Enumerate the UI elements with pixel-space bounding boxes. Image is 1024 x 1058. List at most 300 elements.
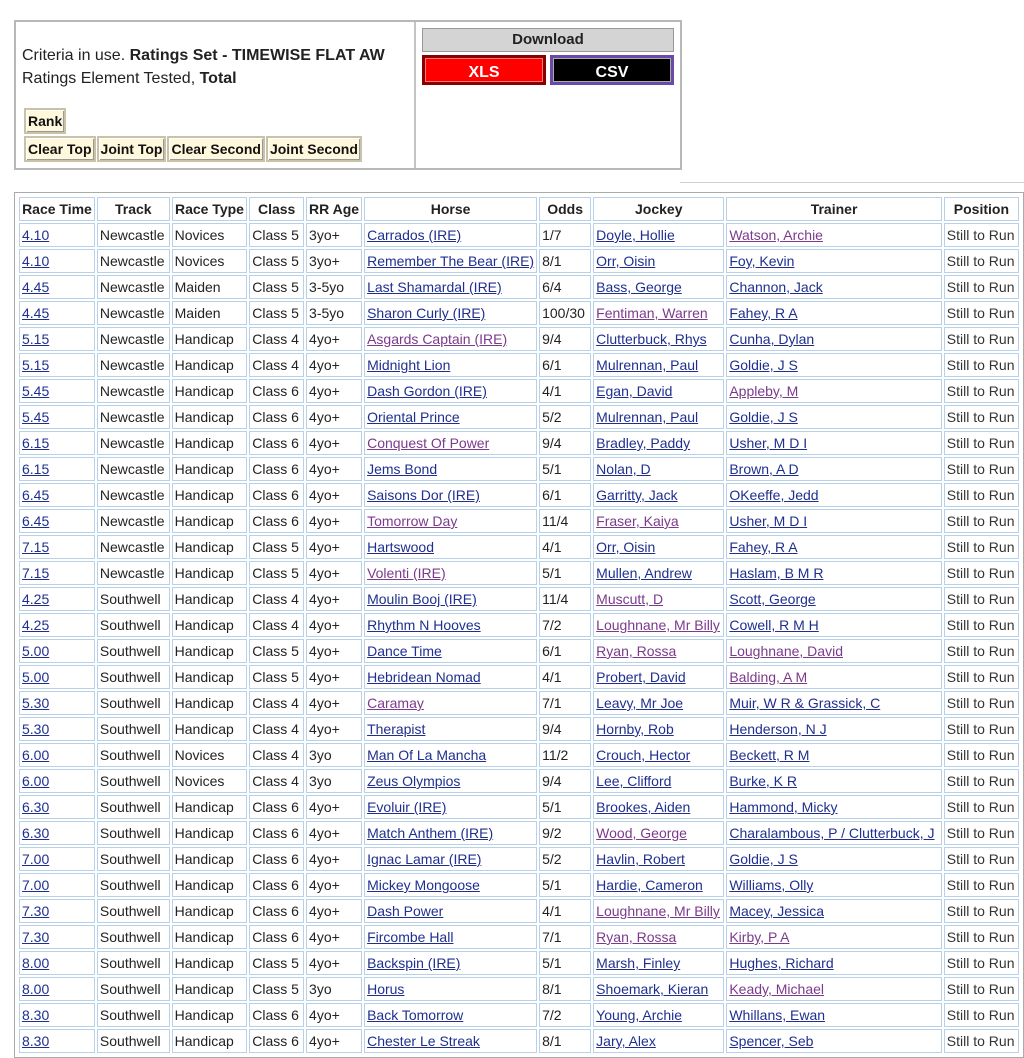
odds-cell: 11/4 <box>539 587 591 611</box>
jockey-link[interactable]: Loughnane, Mr Billy <box>596 617 720 633</box>
class-cell: Class 5 <box>249 249 304 273</box>
jockey-cell <box>593 769 724 793</box>
table-row <box>19 717 1019 741</box>
horse-cell <box>364 405 537 429</box>
age-cell: 4yo+ <box>306 1029 362 1053</box>
race-type-cell: Handicap <box>172 691 248 715</box>
jockey-cell <box>593 431 724 455</box>
horse-link[interactable]: Remember The Bear (IRE) <box>367 253 535 269</box>
trainer-link[interactable]: Spencer, Seb <box>729 1033 814 1049</box>
jockey-link[interactable]: Fraser, Kaiya <box>596 513 679 529</box>
horse-link[interactable]: Back Tomorrow <box>367 1007 464 1023</box>
table-row <box>19 847 1019 871</box>
age-cell: 4yo+ <box>306 405 362 429</box>
track-cell: Newcastle <box>97 405 170 429</box>
trainer-link[interactable]: Scott, George <box>729 591 816 607</box>
position-cell: Still to Run <box>944 639 1019 663</box>
joint-top-button[interactable]: Joint Top <box>97 136 167 162</box>
horse-link[interactable]: Rhythm N Hooves <box>367 617 481 633</box>
race-type-cell: Handicap <box>172 535 248 559</box>
race-time-link[interactable]: 6.15 <box>22 461 50 477</box>
header-jockey: Jockey <box>593 197 724 221</box>
position-cell: Still to Run <box>944 613 1019 637</box>
race-type-cell: Handicap <box>172 1029 248 1053</box>
horse-cell <box>364 353 537 377</box>
race-time-link[interactable]: 7.30 <box>22 929 50 945</box>
rank-row <box>24 108 67 134</box>
jockey-cell <box>593 561 724 585</box>
race-time-cell <box>19 379 95 403</box>
criteria-panel <box>14 20 682 170</box>
horse-link[interactable]: Saisons Dor (IRE) <box>367 487 480 503</box>
track-cell: Newcastle <box>97 535 170 559</box>
position-cell: Still to Run <box>944 561 1019 585</box>
jockey-cell <box>593 405 724 429</box>
track-cell: Southwell <box>97 717 170 741</box>
race-time-cell <box>19 431 95 455</box>
race-time-link[interactable]: 7.15 <box>22 539 50 555</box>
header-odds: Odds <box>539 197 591 221</box>
horse-link[interactable]: Caramay <box>367 695 424 711</box>
race-time-link[interactable]: 6.00 <box>22 747 50 763</box>
age-cell: 4yo+ <box>306 717 362 741</box>
trainer-link[interactable]: Goldie, J S <box>729 409 798 425</box>
trainer-cell <box>726 1003 941 1027</box>
horse-link[interactable]: Midnight Lion <box>367 357 451 373</box>
horse-cell <box>364 717 537 741</box>
class-cell: Class 4 <box>249 769 304 793</box>
trainer-cell <box>726 1029 941 1053</box>
jockey-cell <box>593 301 724 325</box>
track-cell: Southwell <box>97 665 170 689</box>
odds-cell: 8/1 <box>539 977 591 1001</box>
race-type-cell: Handicap <box>172 561 248 585</box>
class-cell: Class 6 <box>249 847 304 871</box>
download-header: Download <box>422 28 674 52</box>
trainer-link[interactable]: Burke, K R <box>729 773 798 789</box>
horse-cell <box>364 535 537 559</box>
ratings-element-value: Total <box>199 70 237 87</box>
race-time-link[interactable]: 5.45 <box>22 383 50 399</box>
jockey-link[interactable]: Loughnane, Mr Billy <box>596 903 720 919</box>
trainer-link[interactable]: Williams, Olly <box>729 877 814 893</box>
jockey-cell <box>593 509 724 533</box>
race-time-cell <box>19 275 95 299</box>
position-cell: Still to Run <box>944 223 1019 247</box>
track-cell: Newcastle <box>97 431 170 455</box>
race-time-link[interactable]: 4.10 <box>22 253 50 269</box>
jockey-link[interactable]: Young, Archie <box>596 1007 683 1023</box>
table-row <box>19 639 1019 663</box>
horse-cell <box>364 873 537 897</box>
clear-top-button[interactable]: Clear Top <box>24 136 96 162</box>
joint-second-button[interactable]: Joint Second <box>266 136 362 162</box>
race-type-cell: Handicap <box>172 457 248 481</box>
trainer-link[interactable]: Fahey, R A <box>729 305 798 321</box>
race-time-link[interactable]: 6.45 <box>22 487 50 503</box>
jockey-link[interactable]: Ryan, Rossa <box>596 929 677 945</box>
jockey-link[interactable]: Havlin, Robert <box>596 851 685 867</box>
position-cell: Still to Run <box>944 509 1019 533</box>
trainer-link[interactable]: Goldie, J S <box>729 851 798 867</box>
track-cell: Southwell <box>97 587 170 611</box>
trainer-link[interactable]: Brown, A D <box>729 461 799 477</box>
trainer-link[interactable]: Goldie, J S <box>729 357 798 373</box>
track-cell: Southwell <box>97 639 170 663</box>
trainer-link[interactable]: Charalambous, P / Clutterbuck, J <box>729 825 935 841</box>
jockey-link[interactable]: Leavy, Mr Joe <box>596 695 684 711</box>
csv-download-button[interactable]: CSV <box>550 55 674 85</box>
trainer-link[interactable]: Appleby, M <box>729 383 799 399</box>
horse-link[interactable]: Man Of La Mancha <box>367 747 487 763</box>
race-time-cell <box>19 665 95 689</box>
horse-link[interactable]: Tomorrow Day <box>367 513 458 529</box>
race-time-link[interactable]: 6.30 <box>22 799 50 815</box>
horse-link[interactable]: Horus <box>367 981 405 997</box>
jockey-link[interactable]: Garritty, Jack <box>596 487 678 503</box>
horse-link[interactable]: Carrados (IRE) <box>367 227 462 243</box>
race-time-cell <box>19 639 95 663</box>
race-time-cell <box>19 327 95 351</box>
position-cell: Still to Run <box>944 743 1019 767</box>
race-time-link[interactable]: 7.30 <box>22 903 50 919</box>
trainer-link[interactable]: Channon, Jack <box>729 279 823 295</box>
table-row <box>19 353 1019 377</box>
ratings-element-prefix: Ratings Element Tested, <box>22 70 196 87</box>
jockey-link[interactable]: Clutterbuck, Rhys <box>596 331 707 347</box>
jockey-link[interactable]: Nolan, D <box>596 461 651 477</box>
race-type-cell: Handicap <box>172 353 248 377</box>
odds-cell: 7/1 <box>539 925 591 949</box>
table-row <box>19 899 1019 923</box>
class-cell: Class 5 <box>249 951 304 975</box>
trainer-cell <box>726 951 941 975</box>
jockey-link[interactable]: Probert, David <box>596 669 686 685</box>
odds-cell: 11/2 <box>539 743 591 767</box>
trainer-link[interactable]: Hughes, Richard <box>729 955 834 971</box>
jockey-link[interactable]: Ryan, Rossa <box>596 643 677 659</box>
race-time-link[interactable]: 8.00 <box>22 981 50 997</box>
horse-link[interactable]: Dance Time <box>367 643 442 659</box>
horse-link[interactable]: Fircombe Hall <box>367 929 454 945</box>
xls-download-button[interactable]: XLS <box>422 55 546 85</box>
horse-link[interactable]: Dash Power <box>367 903 444 919</box>
table-row <box>19 795 1019 819</box>
trainer-link[interactable]: Beckett, R M <box>729 747 810 763</box>
horse-cell <box>364 509 537 533</box>
race-time-link[interactable]: 4.45 <box>22 305 50 321</box>
age-cell: 4yo+ <box>306 327 362 351</box>
race-time-link[interactable]: 5.15 <box>22 331 50 347</box>
position-cell: Still to Run <box>944 691 1019 715</box>
header-position: Position <box>944 197 1019 221</box>
jockey-cell <box>593 639 724 663</box>
horse-link[interactable]: Zeus Olympios <box>367 773 461 789</box>
table-row <box>19 925 1019 949</box>
table-row <box>19 483 1019 507</box>
odds-cell: 7/2 <box>539 613 591 637</box>
class-cell: Class 6 <box>249 795 304 819</box>
jockey-link[interactable]: Wood, George <box>596 825 687 841</box>
jockey-link[interactable]: Crouch, Hector <box>596 747 691 763</box>
age-cell: 4yo+ <box>306 639 362 663</box>
trainer-cell <box>726 275 941 299</box>
horse-cell <box>364 249 537 273</box>
race-time-link[interactable]: 8.30 <box>22 1033 50 1049</box>
age-cell: 4yo+ <box>306 613 362 637</box>
position-cell: Still to Run <box>944 951 1019 975</box>
horse-cell <box>364 457 537 481</box>
position-cell: Still to Run <box>944 483 1019 507</box>
race-type-cell: Handicap <box>172 717 248 741</box>
jockey-link[interactable]: Lee, Clifford <box>596 773 672 789</box>
trainer-link[interactable]: Haslam, B M R <box>729 565 824 581</box>
race-time-link[interactable]: 5.00 <box>22 669 50 685</box>
odds-cell: 1/7 <box>539 223 591 247</box>
jockey-link[interactable]: Brookes, Aiden <box>596 799 691 815</box>
jockey-link[interactable]: Bass, George <box>596 279 682 295</box>
class-cell: Class 5 <box>249 665 304 689</box>
horse-link[interactable]: Backspin (IRE) <box>367 955 461 971</box>
horse-cell <box>364 587 537 611</box>
trainer-link[interactable]: Fahey, R A <box>729 539 798 555</box>
horse-cell <box>364 847 537 871</box>
table-row <box>19 1029 1019 1053</box>
table-row <box>19 821 1019 845</box>
trainer-cell <box>726 457 941 481</box>
jockey-cell <box>593 613 724 637</box>
table-row <box>19 587 1019 611</box>
class-cell: Class 5 <box>249 977 304 1001</box>
trainer-link[interactable]: Watson, Archie <box>729 227 823 243</box>
horse-cell <box>364 795 537 819</box>
horse-link[interactable]: Jems Bond <box>367 461 438 477</box>
position-cell: Still to Run <box>944 821 1019 845</box>
odds-cell: 6/1 <box>539 639 591 663</box>
track-cell: Southwell <box>97 795 170 819</box>
position-cell: Still to Run <box>944 249 1019 273</box>
race-time-link[interactable]: 4.45 <box>22 279 50 295</box>
clear-second-button[interactable]: Clear Second <box>167 136 264 162</box>
results-table <box>17 195 1021 1055</box>
trainer-link[interactable]: Muir, W R & Grassick, C <box>729 695 881 711</box>
trainer-cell <box>726 613 941 637</box>
horse-cell <box>364 301 537 325</box>
trainer-cell <box>726 977 941 1001</box>
trainer-link[interactable]: Henderson, N J <box>729 721 827 737</box>
trainer-link[interactable]: Keady, Michael <box>729 981 825 997</box>
horse-link[interactable]: Chester Le Streak <box>367 1033 480 1049</box>
horse-cell <box>364 431 537 455</box>
race-time-cell <box>19 691 95 715</box>
position-cell: Still to Run <box>944 899 1019 923</box>
race-time-link[interactable]: 4.25 <box>22 617 50 633</box>
age-cell: 3-5yo <box>306 301 362 325</box>
trainer-link[interactable]: Macey, Jessica <box>729 903 824 919</box>
race-time-link[interactable]: 5.45 <box>22 409 50 425</box>
odds-cell: 5/1 <box>539 951 591 975</box>
horizontal-divider <box>680 182 1024 183</box>
jockey-cell <box>593 1029 724 1053</box>
jockey-link[interactable]: Fentiman, Warren <box>596 305 708 321</box>
trainer-link[interactable]: Balding, A M <box>729 669 808 685</box>
table-row <box>19 379 1019 403</box>
horse-link[interactable]: Volenti (IRE) <box>367 565 446 581</box>
jockey-link[interactable]: Hornby, Rob <box>596 721 674 737</box>
horse-link[interactable]: Conquest Of Power <box>367 435 490 451</box>
race-time-cell <box>19 1029 95 1053</box>
trainer-link[interactable]: Kirby, P A <box>729 929 790 945</box>
race-time-link[interactable]: 4.25 <box>22 591 50 607</box>
position-cell: Still to Run <box>944 1003 1019 1027</box>
race-time-link[interactable]: 4.10 <box>22 227 50 243</box>
track-cell: Newcastle <box>97 301 170 325</box>
horse-link[interactable]: Mickey Mongoose <box>367 877 480 893</box>
horse-link[interactable]: Hartswood <box>367 539 434 555</box>
track-cell: Newcastle <box>97 483 170 507</box>
table-body <box>19 223 1019 1053</box>
race-time-link[interactable]: 6.15 <box>22 435 50 451</box>
jockey-cell <box>593 587 724 611</box>
age-cell: 4yo+ <box>306 847 362 871</box>
position-cell: Still to Run <box>944 535 1019 559</box>
race-time-link[interactable]: 6.00 <box>22 773 50 789</box>
horse-link[interactable]: Sharon Curly (IRE) <box>367 305 486 321</box>
race-time-cell <box>19 769 95 793</box>
jockey-cell <box>593 353 724 377</box>
trainer-link[interactable]: Hammond, Micky <box>729 799 838 815</box>
trainer-link[interactable]: Foy, Kevin <box>729 253 795 269</box>
trainer-link[interactable]: OKeeffe, Jedd <box>729 487 819 503</box>
race-time-link[interactable]: 5.15 <box>22 357 50 373</box>
race-time-link[interactable]: 5.00 <box>22 643 50 659</box>
header-trainer: Trainer <box>726 197 941 221</box>
race-time-cell <box>19 405 95 429</box>
horse-link[interactable]: Dash Gordon (IRE) <box>367 383 487 399</box>
age-cell: 4yo+ <box>306 795 362 819</box>
jockey-cell <box>593 873 724 897</box>
horse-link[interactable]: Ignac Lamar (IRE) <box>367 851 482 867</box>
table-row <box>19 613 1019 637</box>
horse-link[interactable]: Oriental Prince <box>367 409 460 425</box>
jockey-cell <box>593 847 724 871</box>
horse-link[interactable]: Asgards Captain (IRE) <box>367 331 508 347</box>
position-cell: Still to Run <box>944 847 1019 871</box>
horse-link[interactable]: Therapist <box>367 721 426 737</box>
race-time-link[interactable]: 7.15 <box>22 565 50 581</box>
race-time-link[interactable]: 5.30 <box>22 695 50 711</box>
race-type-cell: Handicap <box>172 795 248 819</box>
jockey-cell <box>593 925 724 949</box>
trainer-cell <box>726 405 941 429</box>
trainer-link[interactable]: Usher, M D I <box>729 435 808 451</box>
race-type-cell: Handicap <box>172 665 248 689</box>
odds-cell: 4/1 <box>539 665 591 689</box>
horse-cell <box>364 223 537 247</box>
race-time-link[interactable]: 5.30 <box>22 721 50 737</box>
race-time-link[interactable]: 7.00 <box>22 877 50 893</box>
track-cell: Southwell <box>97 613 170 637</box>
jockey-link[interactable]: Mullen, Andrew <box>596 565 692 581</box>
race-time-cell <box>19 743 95 767</box>
jockey-link[interactable]: Orr, Oisin <box>596 253 656 269</box>
ratings-set-label: Ratings Set - TIMEWISE FLAT AW <box>129 47 385 64</box>
race-time-cell <box>19 951 95 975</box>
odds-cell: 8/1 <box>539 249 591 273</box>
horse-link[interactable]: Match Anthem (IRE) <box>367 825 494 841</box>
track-cell: Southwell <box>97 847 170 871</box>
age-cell: 4yo+ <box>306 483 362 507</box>
track-cell: Newcastle <box>97 249 170 273</box>
jockey-link[interactable]: Bradley, Paddy <box>596 435 691 451</box>
age-cell: 4yo+ <box>306 561 362 585</box>
class-cell: Class 4 <box>249 717 304 741</box>
odds-cell: 5/1 <box>539 561 591 585</box>
age-cell: 3yo <box>306 769 362 793</box>
jockey-link[interactable]: Hardie, Cameron <box>596 877 703 893</box>
race-type-cell: Handicap <box>172 613 248 637</box>
rank-button[interactable]: Rank <box>24 108 66 134</box>
trainer-link[interactable]: Cunha, Dylan <box>729 331 815 347</box>
race-time-cell <box>19 561 95 585</box>
race-time-link[interactable]: 6.45 <box>22 513 50 529</box>
horse-link[interactable]: Moulin Booj (IRE) <box>367 591 477 607</box>
jockey-link[interactable]: Muscutt, D <box>596 591 664 607</box>
jockey-link[interactable]: Marsh, Finley <box>596 955 681 971</box>
jockey-cell <box>593 535 724 559</box>
jockey-link[interactable]: Mulrennan, Paul <box>596 357 699 373</box>
race-time-link[interactable]: 6.30 <box>22 825 50 841</box>
table-row <box>19 535 1019 559</box>
jockey-link[interactable]: Orr, Oisin <box>596 539 656 555</box>
odds-cell: 7/2 <box>539 1003 591 1027</box>
horse-cell <box>364 743 537 767</box>
age-cell: 4yo+ <box>306 431 362 455</box>
horse-link[interactable]: Last Shamardal (IRE) <box>367 279 502 295</box>
jockey-link[interactable]: Mulrennan, Paul <box>596 409 699 425</box>
horse-link[interactable]: Hebridean Nomad <box>367 669 481 685</box>
class-cell: Class 6 <box>249 899 304 923</box>
trainer-link[interactable]: Loughnane, David <box>729 643 843 659</box>
age-cell: 4yo+ <box>306 379 362 403</box>
trainer-link[interactable]: Whillans, Ewan <box>729 1007 826 1023</box>
horse-cell <box>364 665 537 689</box>
jockey-link[interactable]: Doyle, Hollie <box>596 227 675 243</box>
odds-cell: 6/1 <box>539 483 591 507</box>
age-cell: 4yo+ <box>306 821 362 845</box>
jockey-link[interactable]: Egan, David <box>596 383 673 399</box>
trainer-link[interactable]: Usher, M D I <box>729 513 808 529</box>
race-time-cell <box>19 717 95 741</box>
race-time-link[interactable]: 8.00 <box>22 955 50 971</box>
trainer-cell <box>726 691 941 715</box>
trainer-cell <box>726 353 941 377</box>
jockey-link[interactable]: Jary, Alex <box>596 1033 656 1049</box>
race-type-cell: Handicap <box>172 431 248 455</box>
race-time-cell <box>19 223 95 247</box>
race-time-cell <box>19 483 95 507</box>
age-cell: 4yo+ <box>306 457 362 481</box>
jockey-cell <box>593 327 724 351</box>
trainer-link[interactable]: Cowell, R M H <box>729 617 819 633</box>
jockey-link[interactable]: Shoemark, Kieran <box>596 981 709 997</box>
race-time-link[interactable]: 7.00 <box>22 851 50 867</box>
horse-link[interactable]: Evoluir (IRE) <box>367 799 447 815</box>
race-time-link[interactable]: 8.30 <box>22 1007 50 1023</box>
race-time-cell <box>19 613 95 637</box>
jockey-cell <box>593 899 724 923</box>
header-race-time: Race Time <box>19 197 95 221</box>
